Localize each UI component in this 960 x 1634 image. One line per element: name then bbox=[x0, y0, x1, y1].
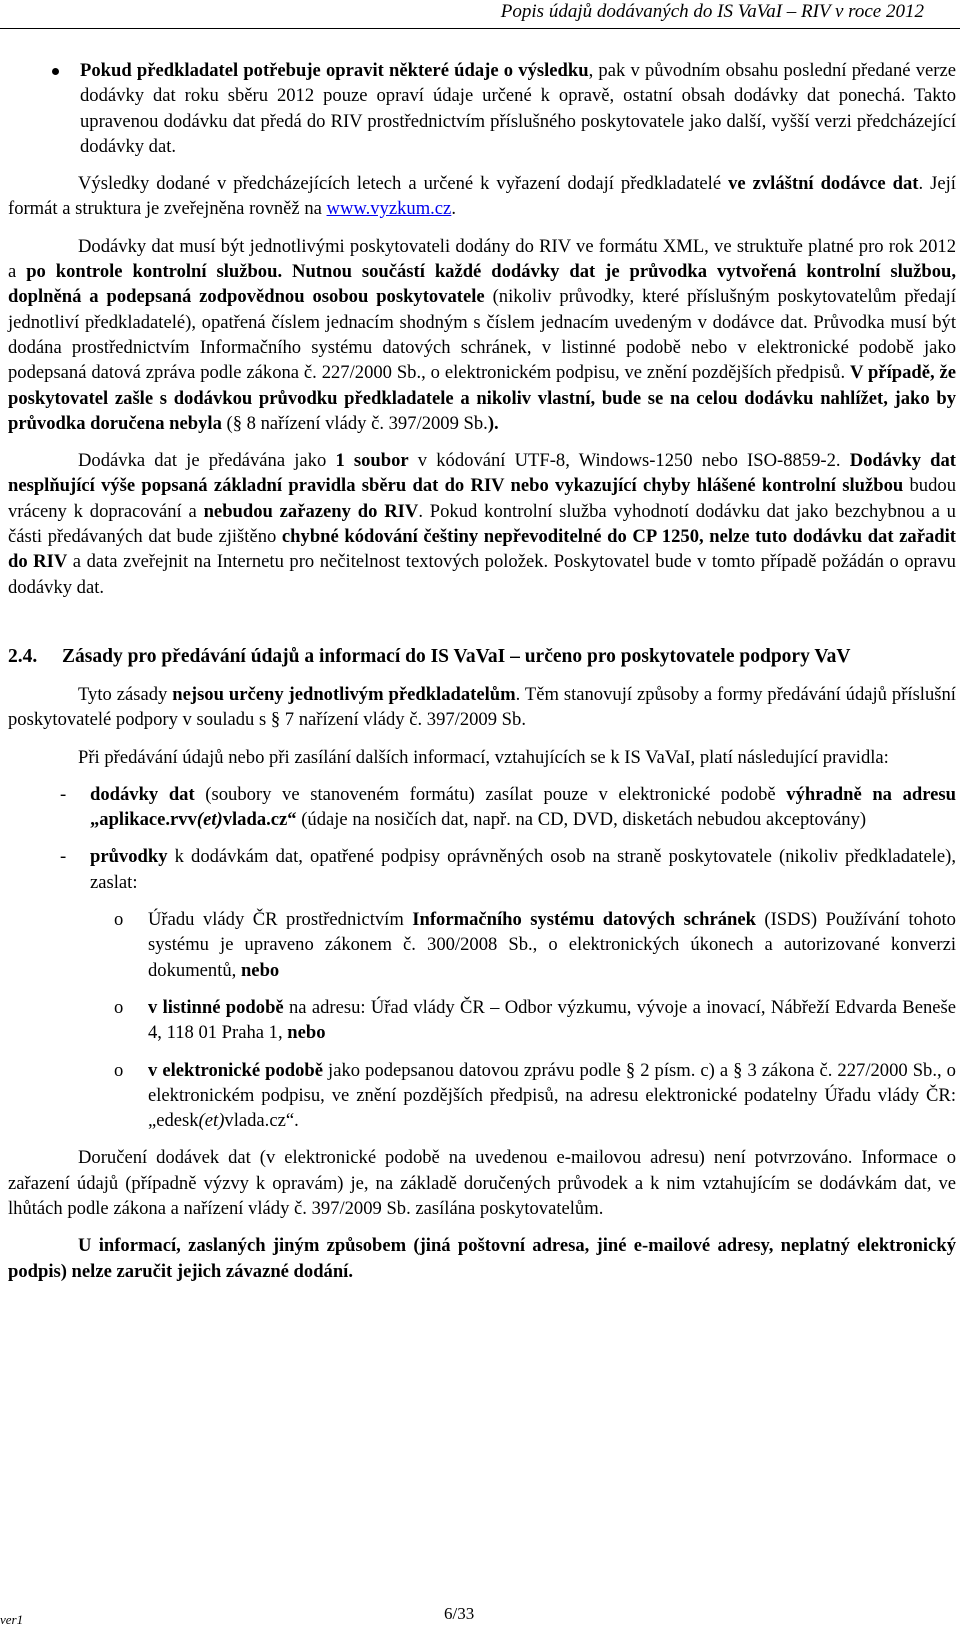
text-bold: po kontrole kontrolní službou. Nutnou součástí každé dodávky dat je průvodka vytvořená kontrolní službou, doplněná a podepsaná zodpovědnou osobou poskytovatele bbox=[8, 261, 957, 308]
text-bold: nebudou zařazeny do RIV bbox=[203, 500, 419, 522]
text: . Pokud kontrolní služba vyhodnotí dodávku dat jako bezchybnou a u části předávaných dat bude zjištěno bbox=[8, 500, 956, 548]
text: a data zveřejnit na Internetu pro nečitelnost textových položek. Poskytovatel bude v tomto případě požádán o opravu dodávky dat. bbox=[8, 551, 956, 598]
paragraph-deliveries bbox=[8, 234, 956, 436]
bullet-correction-bold: Pokud předkladatel potřebuje opravit některé údaje o výsledku bbox=[80, 60, 589, 81]
header-rule bbox=[0, 28, 960, 29]
text: (soubory ve stanoveném formátu) zasílat pouze v elektronické podobě bbox=[194, 783, 787, 805]
circle-bullet: o bbox=[114, 1059, 124, 1081]
section-heading bbox=[8, 644, 956, 670]
paragraph-principles bbox=[8, 682, 956, 733]
sub-item-isds bbox=[8, 907, 956, 983]
text: Výsledky dodané v předcházejících letech a určené k vyřazení dodají předkladatelé bbox=[78, 173, 729, 195]
text-bold: nebo bbox=[240, 959, 280, 981]
text-bold: vlada.cz“ bbox=[222, 809, 297, 831]
text: Tyto zásady bbox=[78, 683, 173, 705]
text: vlada.cz“. bbox=[224, 1110, 299, 1132]
text-bold: Dodávky dat nesplňující výše popsaná základní pravidla sběru dat do RIV nebo vykazující chyby hlášené kontrolní službou bbox=[8, 450, 956, 497]
text-bold: v elektronické podobě bbox=[148, 1059, 324, 1081]
text-bold: V případě, že poskytovatel zašle s dodávkou průvodku předkladatele a nikoliv vlastní, bude se na celou dodávku nahlížet, jako by průvodka doručena nebyla bbox=[8, 362, 956, 434]
bullet-correction-text: , pak v původním obsahu poslední předané verze dodávky dat roku sběru 2012 pouze opraví údaje určené k opravě, ostatní obsah dodávky dat ponechá. Takto upravenou dodávku dat předá do RIV prostřednictvím příslušného poskytovatele jako další, vyšší verzi předcházející dodávky dat. bbox=[80, 60, 956, 157]
text: Úřadu vlády ČR prostřednictvím bbox=[148, 909, 413, 931]
text-bold: U informací, zaslaných jiným způsobem (jiná poštovní adresa, jiné e-mailové adresy, neplatný elektronický podpis) nelze zaručit jejich závazné dodání. bbox=[8, 1235, 956, 1282]
paragraph-results bbox=[8, 171, 956, 222]
document-body bbox=[8, 58, 956, 1284]
circle-bullet: o bbox=[114, 909, 124, 931]
bullet-correction bbox=[8, 58, 956, 159]
text: budou vráceny k dopracování a bbox=[8, 475, 956, 522]
text: (nikoliv průvodky, které příslušným poskytovatelům předají jednotliví předkladatelé), opatřená číslem jednacím shodným s číslem jednacím uvedeným v dodávce dat. Průvodka musí být dodána prostřednictvím Informačního systému datových schránek, v listinné podobě nebo v elektronické podobě jako podepsaná datová zpráva podle zákona č. 227/2000 Sb., o elektronickém podpisu, ve znění pozdějších předpisů. bbox=[8, 286, 956, 384]
dash-item-data-deliveries bbox=[8, 782, 956, 833]
dash-item-cover-letters bbox=[8, 844, 956, 895]
text-bold: chybné kódování češtiny nepřevoditelné do CP 1250, nelze tuto dodávku dat zařadit do RIV bbox=[8, 526, 956, 573]
sub-item-electronic bbox=[8, 1058, 956, 1134]
paragraph-format bbox=[8, 448, 956, 600]
text: (§ 8 nařízení vlády č. 397/2009 Sb. bbox=[221, 412, 488, 434]
text-italic: (et) bbox=[198, 1110, 225, 1132]
text-bold: Informačního systému datových schránek bbox=[412, 909, 756, 931]
sub-item-paper bbox=[8, 995, 956, 1046]
text: (údaje na nosičích dat, např. na CD, DVD, disketách nebudou akceptovány) bbox=[296, 809, 867, 831]
paragraph-rules-intro: Při předávání údajů nebo při zasílání dalších informací, vztahujících se k IS VaVaI, platí následující pravidla: bbox=[78, 746, 889, 768]
footer-version: ver1 bbox=[0, 1612, 24, 1627]
paragraph-final-warning bbox=[8, 1233, 956, 1284]
section-number: 2.4. bbox=[8, 645, 38, 667]
text: jako podepsanou datovou zprávu podle § 2 písm. c) a § 3 zákona č. 227/2000 Sb., o elektronickém podpisu, ve znění pozdějších předpisů, na adresu elektronické podatelny Úřadu vlády ČR: „edesk bbox=[148, 1059, 956, 1132]
text: . Její formát a struktura je zveřejněna rovněž na bbox=[8, 173, 956, 220]
text-bold: ve zvláštní dodávce dat bbox=[728, 173, 919, 195]
text: v kódování UTF-8, Windows-1250 nebo ISO-8859-2. bbox=[408, 450, 850, 472]
text-bold: nebo bbox=[287, 1022, 326, 1044]
text-bold: dodávky dat bbox=[90, 783, 195, 805]
text: na adresu: Úřad vlády ČR – Odbor výzkumu, vývoje a inovací, Nábřeží Edvarda Beneše 4, 118 01 Praha 1, bbox=[148, 996, 956, 1044]
text-bold: průvodky bbox=[90, 846, 168, 868]
footer-page-number: 6/33 bbox=[444, 1604, 475, 1623]
text-bold: výhradně na adresu „aplikace.rvv bbox=[90, 783, 956, 831]
text-bold: 1 soubor bbox=[335, 450, 409, 472]
circle-bullet: o bbox=[114, 996, 124, 1018]
text: (ISDS) Používání tohoto systému je upraveno zákonem č. 300/2008 Sb., o elektronických úkonech a autorizované konverzi dokumentů, bbox=[148, 909, 956, 981]
bullet-icon bbox=[52, 68, 59, 75]
text: . bbox=[451, 198, 456, 220]
page-header-title: Popis údajů dodávaných do IS VaVaI – RIV v roce 2012 bbox=[500, 1, 924, 22]
text: k dodávkám dat, opatřené podpisy oprávněných osob na straně poskytovatele (nikoliv předkladatele), zaslat: bbox=[90, 846, 956, 893]
text: Dodávky dat musí být jednotlivými poskytovateli dodány do RIV ve formátu XML, ve struktuře platné pro rok 2012 a bbox=[8, 235, 956, 283]
text-bold-italic: (et) bbox=[196, 809, 223, 831]
vyzkum-link[interactable]: www.vyzkum.cz bbox=[326, 198, 452, 220]
section-title: Zásady pro předávání údajů a informací do IS VaVaI – určeno pro poskytovatele podpory VaV bbox=[62, 645, 851, 667]
text-bold: v listinné podobě bbox=[148, 996, 284, 1018]
dash-mark: - bbox=[60, 846, 67, 868]
paragraph-delivery-confirmation: Doručení dodávek dat (v elektronické podobě na uvedenou e-mailovou adresu) není potvrzováno. Informace o zařazení údajů (případně výzvy k opravám) je, na základě doručených průvodek a k nim vztahujícím se dodávkám dat, ve lhůtách podle zákona a nařízení vlády č. 397/2009 Sb. zasílána poskytovatelům. bbox=[8, 1147, 956, 1219]
text-bold: nejsou určeny jednotlivým předkladatelům bbox=[172, 683, 516, 705]
text: . Těm stanovují způsoby a formy předávání údajů příslušní poskytovatelé podpory v souladu s § 7 nařízení vlády č. 397/2009 Sb. bbox=[8, 683, 956, 731]
text-bold: ). bbox=[487, 412, 499, 434]
text: Dodávka dat je předávána jako bbox=[78, 450, 336, 472]
dash-mark: - bbox=[60, 783, 67, 805]
